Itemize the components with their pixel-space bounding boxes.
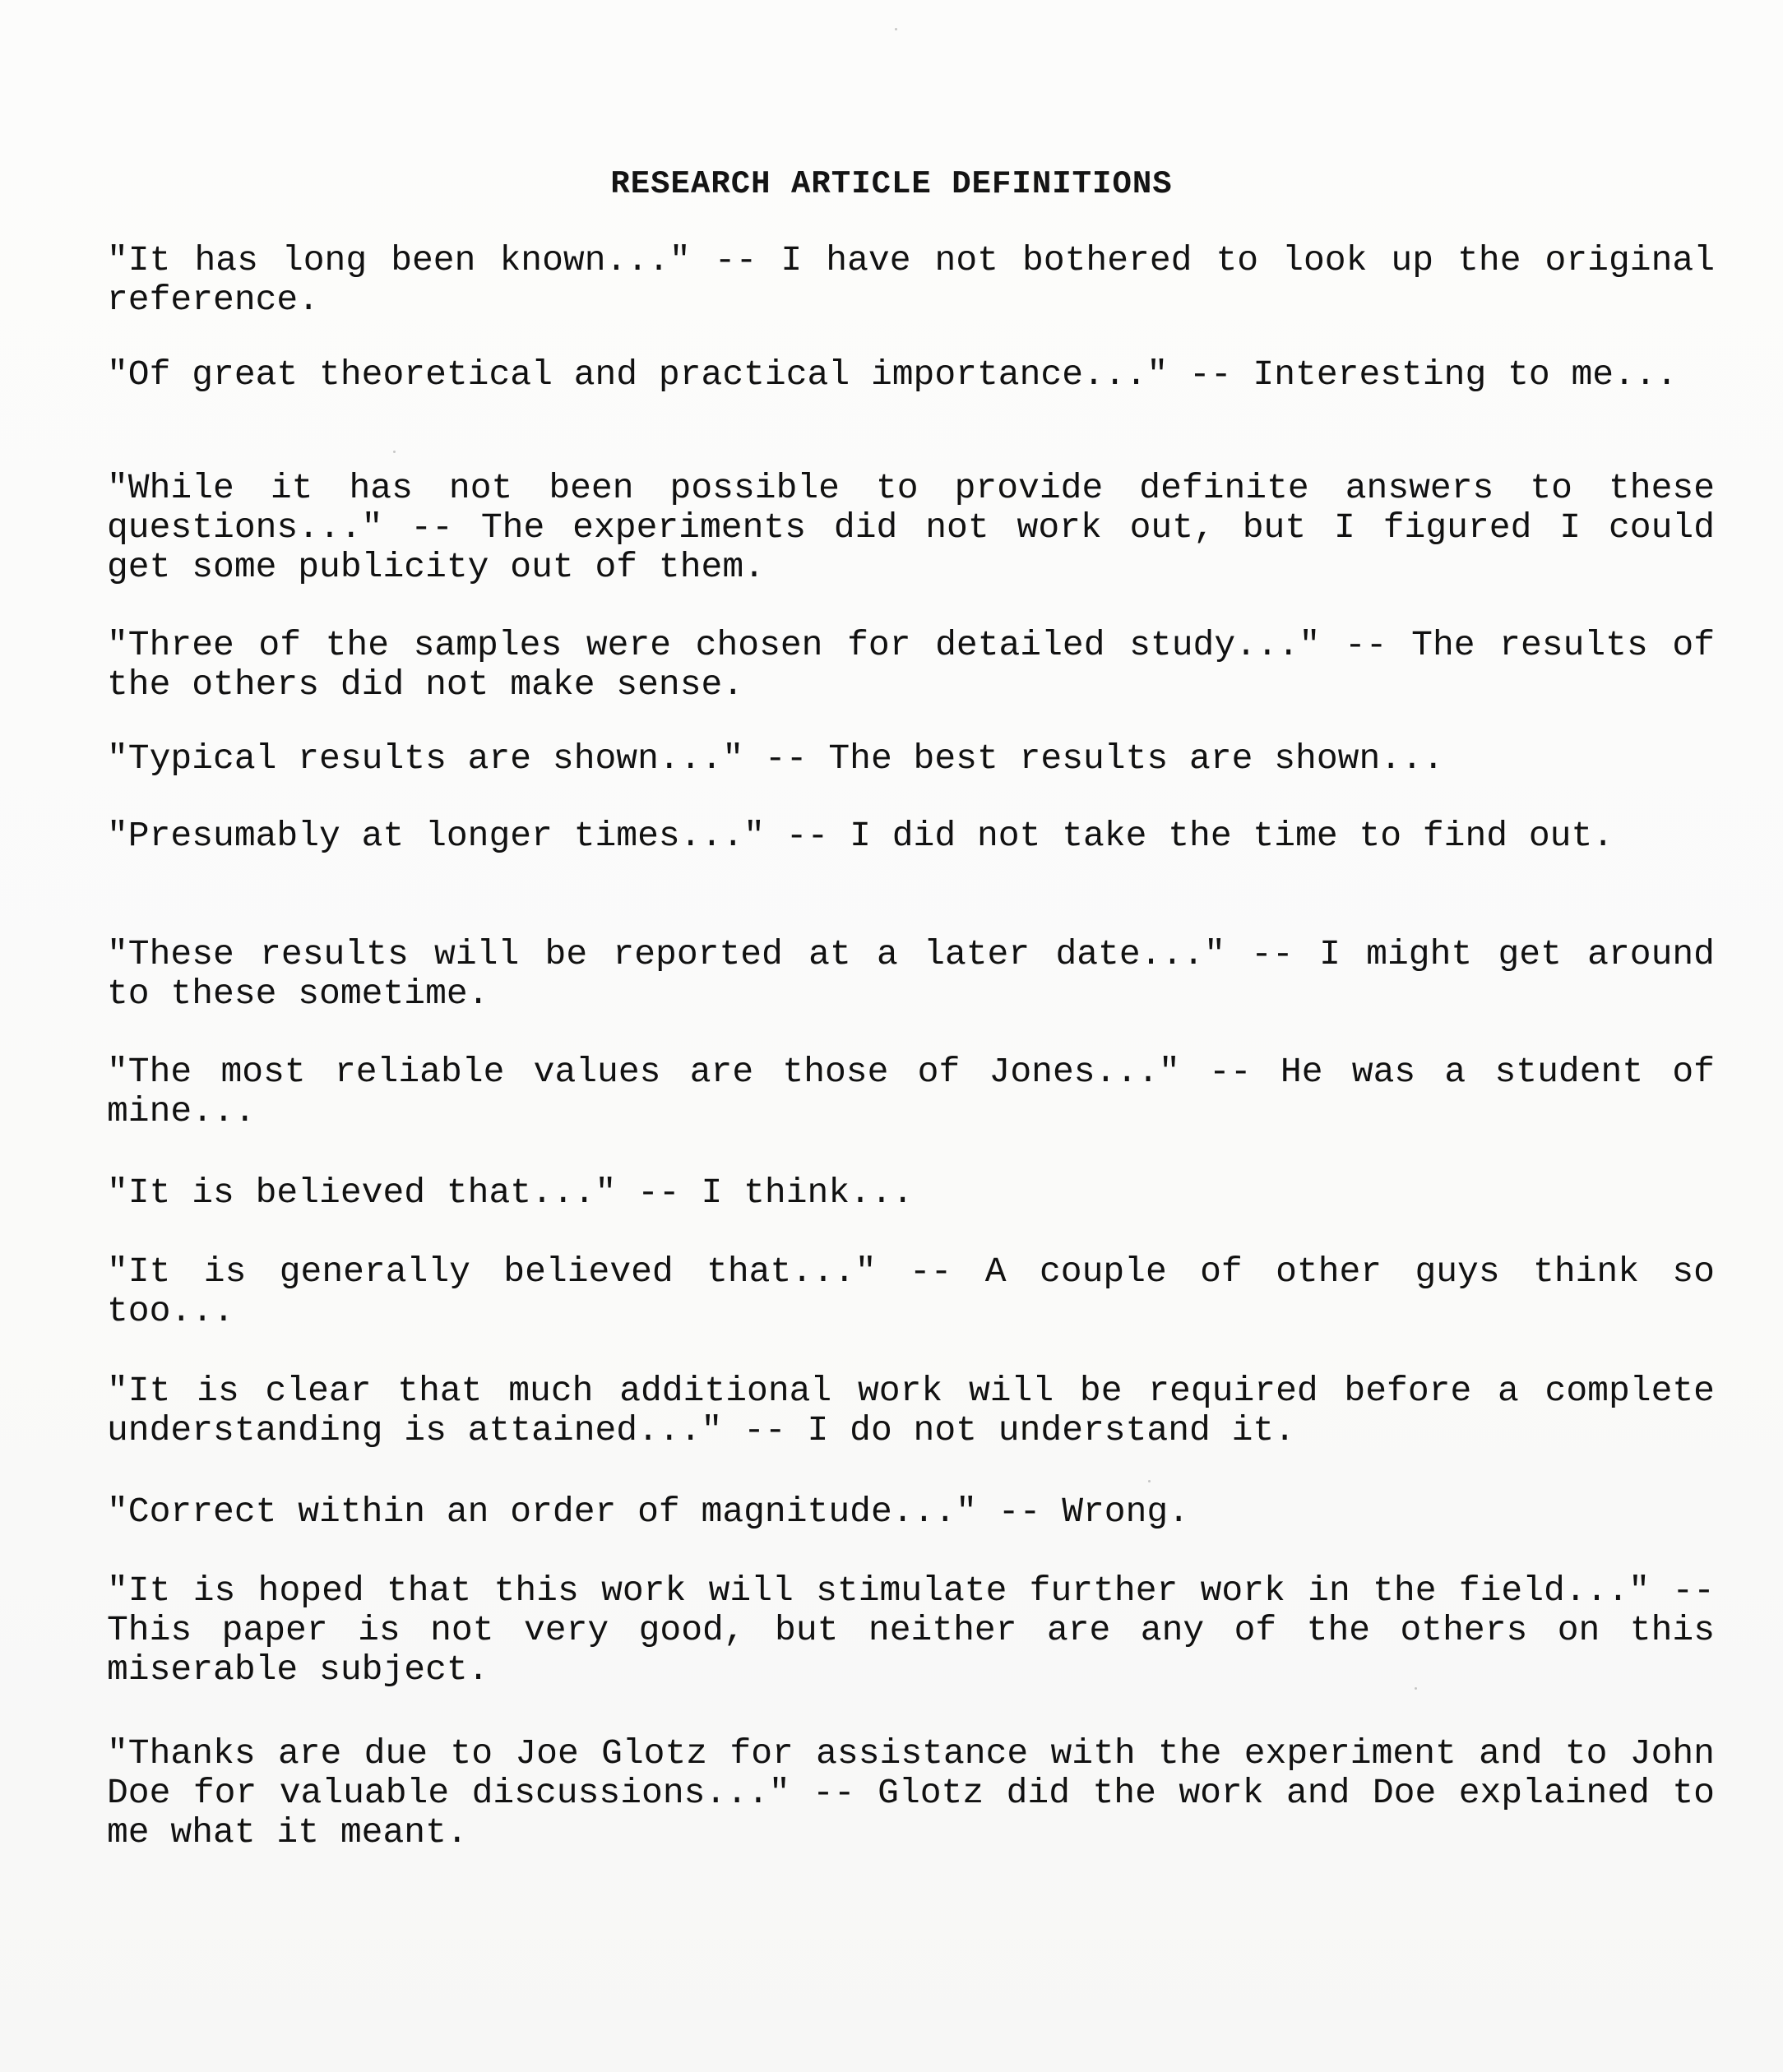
definition-entry-11: "It is clear that much additional work will be required before a complete understanding is attained..." -- I do not understand it. <box>107 1371 1715 1450</box>
definition-entry-7: "These results will be reported at a later date..." -- I might get around to these sometime. <box>107 934 1715 1014</box>
definition-entry-9: "It is believed that..." -- I think... <box>107 1172 914 1213</box>
definition-entry-2: "Of great theoretical and practical importance..." -- Interesting to me... <box>107 354 1678 395</box>
paper-speck <box>393 451 396 453</box>
definition-entry-4: "Three of the samples were chosen for detailed study..." -- The results of the others did not make sense. <box>107 625 1715 705</box>
definition-entry-5: "Typical results are shown..." -- The best results are shown... <box>107 738 1444 779</box>
definition-entry-6: "Presumably at longer times..." -- I did not take the time to find out. <box>107 816 1614 856</box>
paper-speck <box>1148 1480 1151 1482</box>
definition-entry-14: "Thanks are due to Joe Glotz for assistance with the experiment and to John Doe for valuable discussions..." -- Glotz did the work and Doe explained to me what it meant. <box>107 1733 1715 1852</box>
definition-entry-1: "It has long been known..." -- I have not bothered to look up the original reference. <box>107 240 1715 320</box>
page-title: RESEARCH ARTICLE DEFINITIONS <box>610 166 1173 202</box>
definition-entry-8: "The most reliable values are those of Jones..." -- He was a student of mine... <box>107 1052 1715 1131</box>
definition-entry-13: "It is hoped that this work will stimulate further work in the field..." -- This paper is not very good, but neither are any of the others on this miserable subject. <box>107 1570 1715 1690</box>
definition-entry-3: "While it has not been possible to provide definite answers to these questions..." -- The experiments did not work out, but I figured I could get some publicity out of them. <box>107 468 1715 587</box>
definition-entry-10: "It is generally believed that..." -- A couple of other guys think so too... <box>107 1251 1715 1331</box>
definition-entry-12: "Correct within an order of magnitude..." -- Wrong. <box>107 1492 1190 1532</box>
paper-speck <box>895 28 897 30</box>
